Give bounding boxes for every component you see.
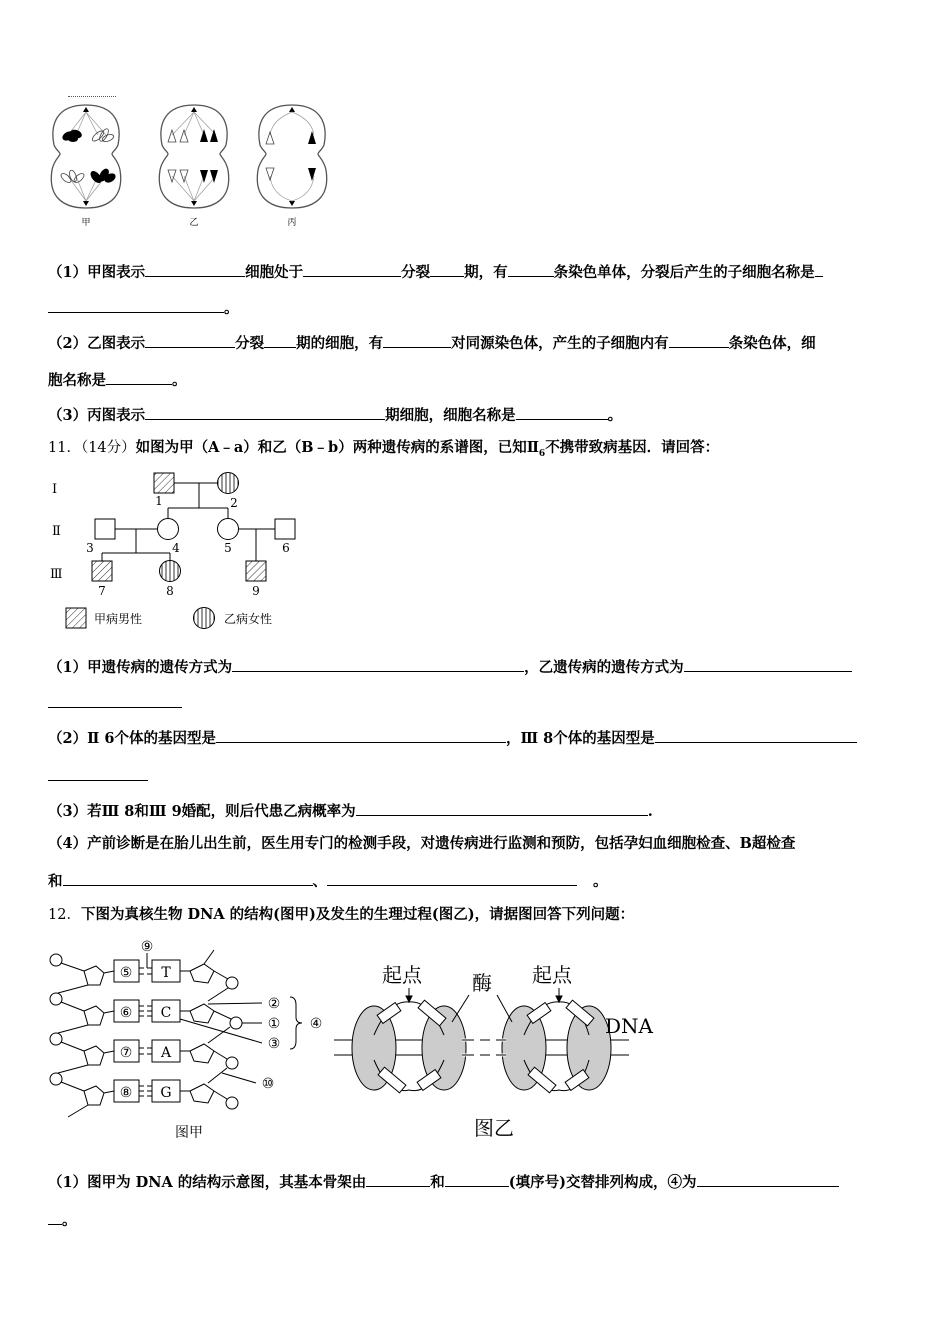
pedigree-chart xyxy=(44,465,314,635)
svg-text:⑧: ⑧ xyxy=(119,1085,133,1101)
svg-text:起点: 起点 xyxy=(382,963,422,987)
svg-text:Ⅰ: Ⅰ xyxy=(52,482,58,497)
svg-text:⑦: ⑦ xyxy=(119,1045,133,1061)
answer-blank[interactable] xyxy=(356,801,648,816)
q11-sub1-line2 xyxy=(48,693,182,714)
svg-text:乙病女性: 乙病女性 xyxy=(224,612,273,626)
svg-text:2: 2 xyxy=(230,496,238,510)
q11-sub4-line1: （4）产前诊断是在胎儿出生前，医生用专门的检测手段，对遗传病进行监测和预防，包括孕妇血细胞检查、B超检查 xyxy=(48,835,796,852)
answer-blank[interactable] xyxy=(216,728,506,743)
answer-blank[interactable] xyxy=(106,370,172,385)
svg-text:7: 7 xyxy=(98,584,106,598)
svg-text:8: 8 xyxy=(166,584,174,598)
cell-bing xyxy=(257,105,326,228)
svg-text:9: 9 xyxy=(252,584,260,598)
svg-text:A: A xyxy=(160,1045,172,1061)
q10-sub3: （3）丙图表示 期细胞，细胞名称是 。 xyxy=(48,407,623,424)
cell-yi xyxy=(159,105,228,228)
svg-text:Ⅱ: Ⅱ xyxy=(52,524,61,539)
svg-text:G: G xyxy=(160,1085,172,1101)
q12-stem: 12．下图为真核生物 DNA 的结构(图甲)及发生的生理过程(图乙)，请据图回答下列问题： xyxy=(48,906,635,923)
svg-text:④: ④ xyxy=(309,1016,323,1032)
answer-blank[interactable] xyxy=(655,728,857,743)
svg-text:5: 5 xyxy=(224,541,232,555)
q12-sub1-line1: （1）图甲为 DNA 的结构示意图，其基本骨架由 和 (填序号)交替排列构成，④为 xyxy=(48,1172,839,1193)
answer-blank[interactable] xyxy=(516,405,608,420)
answer-blank[interactable] xyxy=(48,1210,62,1225)
cell-jia xyxy=(51,105,120,228)
svg-text:T: T xyxy=(161,965,171,981)
answer-blank[interactable] xyxy=(383,333,451,348)
svg-text:⑨: ⑨ xyxy=(140,939,154,955)
q10-sub2-line2: 胞名称是 。 xyxy=(48,372,187,389)
svg-text:甲病男性: 甲病男性 xyxy=(94,612,143,626)
svg-text:4: 4 xyxy=(172,541,180,555)
answer-blank[interactable] xyxy=(48,298,224,313)
q11-sub4-line2: 和 、 。 xyxy=(48,873,608,890)
q10-sub1-line1: （1）甲图表示 细胞处于 分裂 期，有 条染色单体，分裂后产生的子细胞名称是 xyxy=(48,262,823,283)
svg-text:C: C xyxy=(160,1005,172,1021)
answer-blank[interactable] xyxy=(232,657,524,672)
svg-text:Ⅲ: Ⅲ xyxy=(50,567,63,582)
decorative-dots xyxy=(68,96,116,97)
svg-text:甲: 甲 xyxy=(81,218,91,228)
svg-text:起点: 起点 xyxy=(532,963,572,987)
q11-sub2-line2 xyxy=(48,766,148,787)
q10-sub1-line2: 。 xyxy=(48,298,239,319)
answer-blank[interactable] xyxy=(48,766,148,781)
answer-blank[interactable] xyxy=(430,262,464,277)
q12-sub1-line2: 。 xyxy=(48,1210,77,1231)
cell-division-figure xyxy=(46,100,336,230)
answer-blank[interactable] xyxy=(327,871,577,886)
svg-text:乙: 乙 xyxy=(189,218,199,228)
q11-sub3: （3）若Ⅲ 8和Ⅲ 9婚配，则后代患乙病概率为 . xyxy=(48,803,653,820)
answer-blank[interactable] xyxy=(366,1172,430,1187)
answer-blank[interactable] xyxy=(445,1172,509,1187)
svg-text:图甲: 图甲 xyxy=(175,1125,203,1141)
svg-text:⑥: ⑥ xyxy=(119,1005,133,1021)
answer-blank[interactable] xyxy=(145,405,385,420)
answer-blank[interactable] xyxy=(697,1172,839,1187)
q10-sub2-line1: （2）乙图表示 分裂 期的细胞，有 对同源染色体，产生的子细胞内有 条染色体，细 xyxy=(48,335,816,352)
answer-blank[interactable] xyxy=(48,693,182,708)
q11-sub1-line1: （1）甲遗传病的遗传方式为 ，乙遗传病的遗传方式为 xyxy=(48,657,852,678)
q11-stem: 11．（14分）如图为甲（A﹣a）和乙（B﹣b）两种遗传病的系谱图，已知$Ⅱ_6$不携带致病基因．请回答： xyxy=(48,439,720,459)
answer-blank[interactable] xyxy=(145,262,245,277)
svg-text:DNA: DNA xyxy=(605,1014,653,1038)
svg-text:3: 3 xyxy=(86,541,94,555)
svg-text:②: ② xyxy=(267,996,281,1012)
svg-text:6: 6 xyxy=(282,541,290,555)
svg-text:①: ① xyxy=(267,1016,281,1032)
svg-text:丙: 丙 xyxy=(287,218,297,228)
svg-text:1: 1 xyxy=(155,494,163,508)
dna-replication-figure xyxy=(334,960,664,1145)
dna-structure-figure xyxy=(44,935,334,1145)
answer-blank[interactable] xyxy=(815,262,823,277)
svg-text:③: ③ xyxy=(267,1036,281,1052)
svg-text:图乙: 图乙 xyxy=(474,1116,514,1140)
svg-text:酶: 酶 xyxy=(472,971,492,995)
answer-blank[interactable] xyxy=(264,333,296,348)
q11-sub2-line1: （2）Ⅱ 6个体的基因型是 ，Ⅲ 8个体的基因型是 xyxy=(48,728,857,749)
answer-blank[interactable] xyxy=(303,262,401,277)
svg-text:⑤: ⑤ xyxy=(119,965,133,981)
answer-blank[interactable] xyxy=(684,657,852,672)
answer-blank[interactable] xyxy=(145,333,235,348)
answer-blank[interactable] xyxy=(669,333,729,348)
answer-blank[interactable] xyxy=(508,262,554,277)
answer-blank[interactable] xyxy=(63,871,313,886)
svg-text:⑩: ⑩ xyxy=(261,1076,275,1092)
